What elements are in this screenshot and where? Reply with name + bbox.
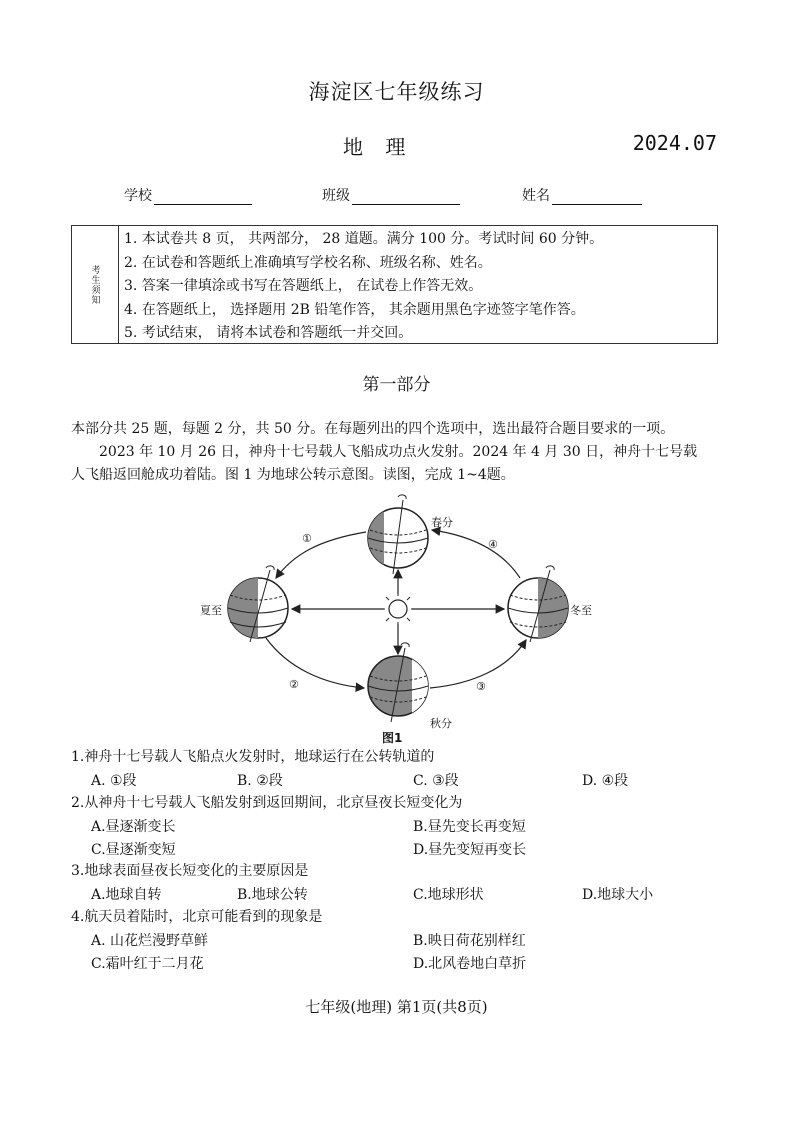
sun-icon (381, 592, 415, 626)
notice-item: 2. 在试卷和答题纸上准确填写学校名称、班级名称、姓名。 (124, 254, 492, 271)
exam-date: 2024.07 (632, 131, 717, 155)
name-label: 姓名 (522, 188, 550, 204)
label-summer-solstice: 夏至 (200, 604, 222, 617)
name-field (522, 185, 642, 205)
label-segment-2: ② (289, 678, 299, 691)
q4-option-a: A. 山花烂漫野草鲜 (91, 933, 209, 949)
q1-option-d: D. ④段 (582, 773, 629, 789)
globe-spring-equinox (368, 495, 428, 574)
notice-item: 3. 答案一律填涂或书写在答题纸上， 在试卷上作答无效。 (124, 278, 483, 294)
q4-option-d: D.北风卷地白草折 (413, 956, 527, 972)
figure-caption: 图1 (382, 731, 403, 745)
notice-list (124, 228, 603, 346)
orbit-arc-4 (432, 530, 520, 578)
label-segment-1: ① (302, 532, 312, 545)
q3-option-c: C.地球形状 (413, 887, 484, 903)
globe-summer-solstice (228, 566, 288, 642)
question-1-stem: 1.神舟十七号载人飞船点火发射时，地球运行在公转轨道的 (71, 749, 435, 765)
label-segment-4: ④ (488, 538, 498, 551)
label-spring-equinox: 春分 (431, 516, 453, 529)
notice-item: 1. 本试卷共 8 页， 共两部分， 28 道题。满分 100 分。考试时间 60 分钟。 (124, 231, 604, 247)
label-segment-3: ③ (476, 680, 486, 693)
class-label: 班级 (322, 188, 350, 204)
q3-option-b: B.地球公转 (237, 887, 308, 903)
question-2-stem: 2.从神舟十七号载人飞船发射到返回期间，北京昼夜长短变化为 (71, 795, 463, 811)
orbit-arc-1 (276, 532, 366, 578)
subject-label: 地 理 (343, 135, 414, 159)
school-field (124, 185, 252, 205)
notice-item: 5. 考试结束， 请将本试卷和答题纸一并交回。 (124, 325, 413, 341)
exam-notice-box (71, 225, 718, 344)
part-instruction: 本部分共 25 题，每题 2 分，共 50 分。在每题列出的四个选项中，选出最符合题目要求的一项。 (71, 421, 675, 437)
q4-option-b: B.映日荷花别样红 (413, 933, 526, 949)
orbit-arc-2 (266, 638, 364, 688)
notice-side-label: 考生须知 (72, 226, 119, 343)
label-winter-solstice: 冬至 (570, 604, 592, 617)
class-blank (352, 189, 460, 205)
label-autumn-equinox: 秋分 (430, 717, 452, 730)
q2-option-a: A.昼逐渐变长 (91, 819, 176, 835)
q3-option-d: D.地球大小 (582, 887, 654, 903)
globe-autumn-equinox (368, 643, 428, 722)
q2-option-b: B.昼先变长再变短 (413, 819, 526, 835)
name-blank (552, 189, 642, 205)
part-title: 第一部分 (362, 375, 431, 395)
globe-winter-solstice (508, 566, 568, 642)
q2-option-d: D.昼先变短再变长 (413, 842, 527, 858)
question-stem-line2: 人飞船返回舱成功着陆。图 1 为地球公转示意图。读图，完成 1~4题。 (71, 467, 515, 483)
question-3-stem: 3.地球表面昼夜长短变化的主要原因是 (71, 863, 309, 879)
school-label: 学校 (124, 188, 152, 204)
earth-revolution-diagram (198, 490, 598, 740)
page-title: 海淀区七年级练习 (308, 80, 485, 104)
q1-option-b: B. ②段 (237, 773, 283, 789)
q2-option-c: C.昼逐渐变短 (91, 842, 176, 858)
page-footer: 七年级(地理) 第1页(共8页) (305, 998, 488, 1016)
q3-option-a: A.地球自转 (91, 887, 162, 903)
q1-option-c: C. ③段 (413, 773, 459, 789)
q4-option-c: C.霜叶红于二月花 (91, 956, 204, 972)
question-4-stem: 4.航天员着陆时，北京可能看到的现象是 (71, 909, 323, 925)
school-blank (154, 189, 252, 205)
q1-option-a: A. ①段 (91, 773, 137, 789)
notice-item: 4. 在答题纸上， 选择题用 2B 铅笔作答， 其余题用黑色字迹签字笔作答。 (124, 301, 585, 318)
class-field (322, 185, 460, 205)
question-stem-line1: 2023 年 10 月 26 日，神舟十七号载人飞船成功点火发射。2024 年 4 月 30 日，神舟十七号载 (99, 444, 698, 460)
